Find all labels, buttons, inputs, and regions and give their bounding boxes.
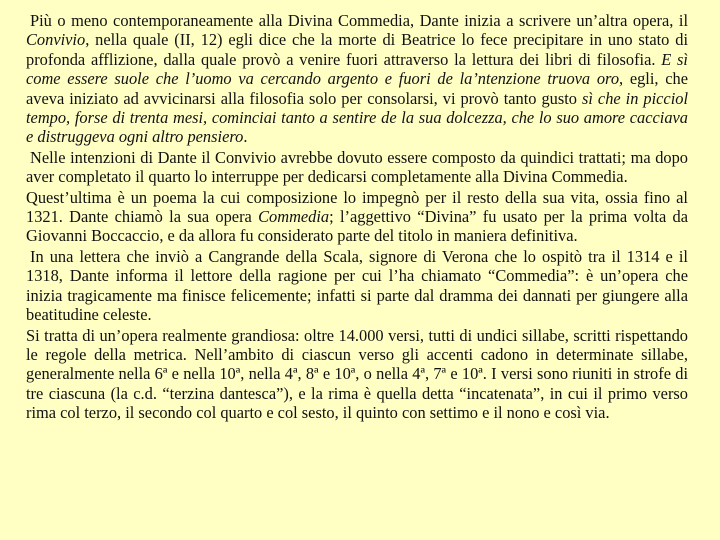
italic-quote-text: sì che in picciol tempo, forse di trenta mesi, cominciai tanto a sentire de la sua dolcezza, che lo suo amore cacciava e distruggeva ogni altro pensiero [26, 88, 688, 147]
paragraph-lettera-cangrande [26, 247, 688, 325]
text-run: Più o meno contemporaneamente alla Divina Commedia, Dante inizia a scrivere un’altra opera, il [30, 11, 688, 30]
italic-quote-text: E sì come essere suole che l’uomo va cercando argento e fuori de la’ntenzione truova oro [26, 49, 688, 89]
text-run: . [243, 127, 248, 147]
paragraph-metrica [26, 326, 688, 423]
text-run: , nella quale (II, 12) egli dice che la morte di Beatrice lo fece precipitare in uno stato di profonda afflizione, dalla quale provò a venire fuori attraverso la lettura dei libri di filosofia. [26, 30, 688, 69]
document-page [26, 11, 688, 424]
text-run: In una lettera che inviò a Cangrande della Scala, signore di Verona che lo ospitò tra il 1314 e il 1318, Dante informa il lettore della ragione per cui l’ha chiamato “Commedia”: è un’opera che inizia tragicamente ma finisce felicemente; infatti si parte dal dramma dei dannati per giungere alla beatitudine celeste. [26, 246, 688, 325]
text-run: Quest’ultima è un poema la cui composizione lo impegnò per il resto della sua vita, ossia fino al 1321. Dante chiamò la sua opera [26, 187, 688, 227]
text-run: , egli, che aveva iniziato ad avvicinarsi alla filosofia solo per consolarsi, vi provò tanto gusto [26, 69, 688, 108]
text-run: Si tratta di un’opera realmente grandiosa: oltre 14.000 versi, tutti di undici sillabe, scritti rispettando le regole della metrica. Nell’ambito di ciascun verso gli accenti cadono in determinate sillabe, generalmente nella 6ª e nella 10ª, nella 4ª, 8ª e 10ª, o nella 4ª, 7ª e 10ª. I versi sono riuniti in strofe di tre ciascuna (la c.d. “terzina dantesca”), e la rima è quella detta “incatenata”, in cui il primo verso rima col terzo, il secondo col quarto e col sesto, il quinto con settimo e il nono e così via. [26, 325, 688, 423]
paragraph-trattati [26, 148, 688, 187]
paragraph-commedia [26, 188, 688, 246]
paragraph-convivio [26, 11, 688, 147]
italic-quote-text: Convivio [26, 30, 86, 50]
text-run: Nelle intenzioni di Dante il Convivio avrebbe dovuto essere composto da quindici trattati; ma dopo aver completato il quarto lo interruppe per dedicarsi completamente alla Divina Commedia. [26, 147, 688, 187]
text-run: ; l’aggettivo “Divina” fu usato per la prima volta da Giovanni Boccaccio, e da allora fu considerato parte del titolo in maniera definitiva. [26, 207, 688, 246]
italic-quote-text: Commedia [258, 207, 330, 227]
